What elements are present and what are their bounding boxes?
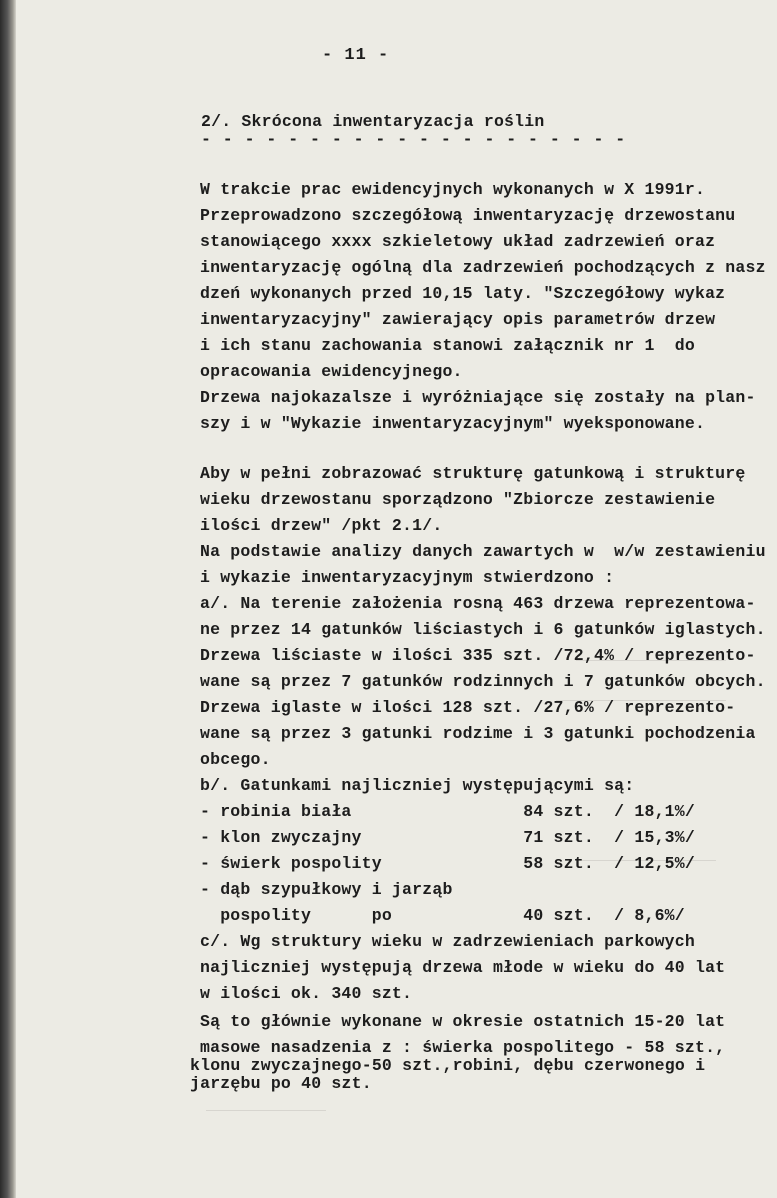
text-line: szy i w "Wykazie inwentaryzacyjnym" wyeksponowane. — [200, 414, 706, 433]
text-line: najliczniej występują drzewa młode w wieku do 40 lat — [200, 958, 726, 977]
text-line: inwentaryzacyjny" zawierający opis parametrów drzew — [200, 310, 716, 329]
text-line: b/. Gatunkami najliczniej występującymi są: — [200, 776, 635, 795]
text-line: Przeprowadzono szczegółową inwentaryzację drzewostanu — [200, 206, 736, 225]
document-page — [16, 0, 777, 1198]
text-line: i ich stanu zachowania stanowi załącznik nr 1 do — [200, 336, 695, 355]
text-line-with-strikeout: stanowiącego xxxx szkieletowy układ zadrzewień oraz — [200, 232, 716, 251]
text-line: Drzewa liściaste w ilości 335 szt. /72,4% / reprezento- — [200, 646, 756, 665]
text-line: Drzewa iglaste w ilości 128 szt. /27,6% / reprezento- — [200, 698, 736, 717]
text-line: Są to głównie wykonane w okresie ostatnich 15-20 lat — [200, 1012, 726, 1031]
text-line: ilości drzew" /pkt 2.1/. — [200, 516, 443, 535]
species-row: - robinia biała 84 szt. / 18,1%/ — [200, 802, 695, 821]
text-line: opracowania ewidencyjnego. — [200, 362, 463, 381]
text-line: Drzewa najokazalsze i wyróżniające się zostały na plan- — [200, 388, 756, 407]
text-line: wane są przez 7 gatunków rodzinnych i 7 gatunków obcych. — [200, 672, 766, 691]
bleed-through-mark — [206, 1110, 326, 1111]
text-line: i wykazie inwentaryzacyjnym stwierdzono : — [200, 568, 615, 587]
text-line: dzeń wykonanych przed 10,15 laty. "Szczegółowy wykaz — [200, 284, 726, 303]
text-line: w ilości ok. 340 szt. — [200, 984, 413, 1003]
page-number: - 11 - — [322, 46, 390, 65]
species-row: - dąb szypułkowy i jarząb — [200, 880, 453, 899]
heading-underline: - - - - - - - - - - - - - - - - - - - - — [201, 130, 627, 149]
text-line: wieku drzewostanu sporządzono "Zbiorcze zestawienie — [200, 490, 716, 509]
page-binding-edge — [0, 0, 16, 1198]
text-line: wane są przez 3 gatunki rodzime i 3 gatunki pochodzenia — [200, 724, 756, 743]
text-line: obcego. — [200, 750, 271, 769]
text-line: klonu zwyczajnego-50 szt.,robini, dębu czerwonego i — [190, 1056, 706, 1075]
text-line: W trakcie prac ewidencyjnych wykonanych w X 1991r. — [200, 180, 706, 199]
text-line: Na podstawie analizy danych zawartych w w/w zestawieniu — [200, 542, 766, 561]
text-line: inwentaryzację ogólną dla zadrzewień pochodzących z nasz — [200, 258, 766, 277]
species-row: pospolity po 40 szt. / 8,6%/ — [200, 906, 685, 925]
text-line: ne przez 14 gatunków liściastych i 6 gatunków iglastych. — [200, 620, 766, 639]
species-row: - świerk pospolity 58 szt. / 12,5%/ — [200, 854, 695, 873]
species-row: - klon zwyczajny 71 szt. / 15,3%/ — [200, 828, 695, 847]
text-line: masowe nasadzenia z : świerka pospolitego - 58 szt., — [200, 1038, 726, 1057]
text-line: c/. Wg struktury wieku w zadrzewieniach parkowych — [200, 932, 695, 951]
text-line: jarzębu po 40 szt. — [190, 1074, 372, 1093]
text-line: a/. Na terenie założenia rosną 463 drzewa reprezentowa- — [200, 594, 756, 613]
text-line: Aby w pełni zobrazować strukturę gatunkową i strukturę — [200, 464, 746, 483]
section-heading: 2/. Skrócona inwentaryzacja roślin — [201, 112, 545, 131]
